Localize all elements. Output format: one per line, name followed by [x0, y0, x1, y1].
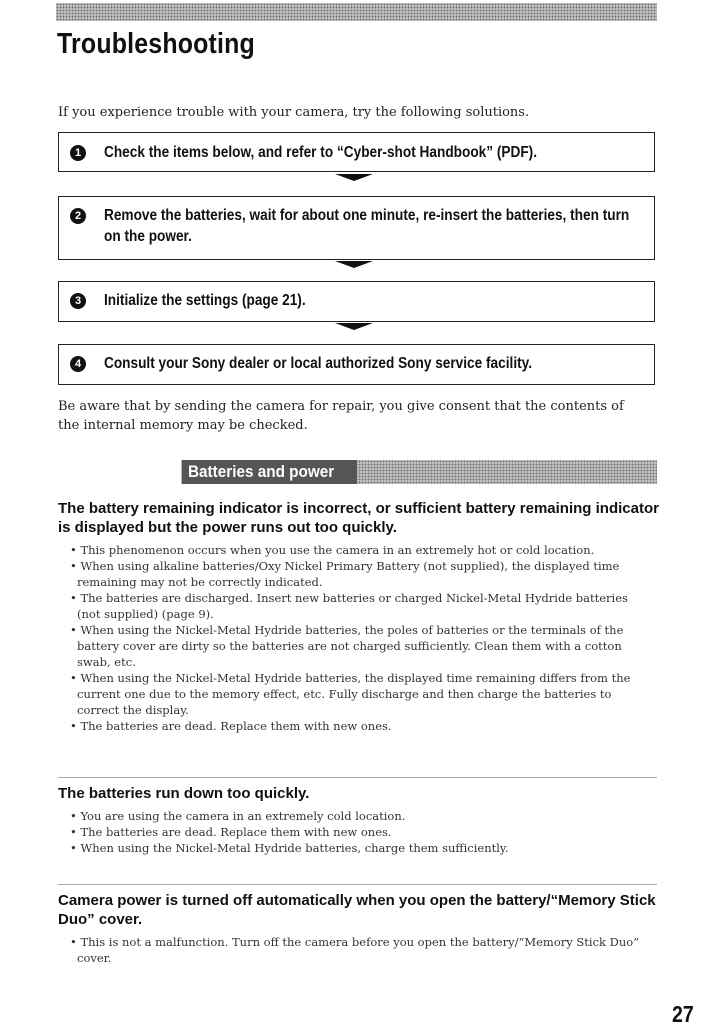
- step-box-3: [58, 281, 655, 322]
- list-item: • When using alkaline batteries/Oxy Nickel Primary Battery (not supplied), the displayed time remaining may not be correctly indicated.: [69, 558, 654, 590]
- list-item: • You are using the camera in an extremely cold location.: [69, 808, 654, 824]
- intro-text: If you experience trouble with your camera, try the following solutions.: [58, 105, 530, 120]
- issue-heading: The batteries run down too quickly.: [58, 785, 310, 802]
- issue-solution-list: [69, 542, 654, 734]
- step-number-badge: 1: [70, 145, 86, 161]
- issue-heading: The battery remaining indicator is incorrect, or sufficient battery remaining indicator is displayed but the power runs out too quickly.: [58, 500, 659, 536]
- page-number: 27: [672, 1001, 694, 1027]
- issue-heading: Camera power is turned off automatically when you open the battery/“Memory Stick Duo” cover.: [58, 892, 656, 928]
- list-item: • The batteries are dead. Replace them with new ones.: [69, 824, 654, 840]
- page-title: Troubleshooting: [57, 28, 255, 60]
- divider: [58, 884, 657, 885]
- list-item: • This is not a malfunction. Turn off the camera before you open the battery/“Memory Stick Duo” cover.: [69, 934, 654, 966]
- section-title: Batteries and power: [182, 460, 357, 484]
- step-box-1: [58, 132, 655, 172]
- down-arrow-icon: [335, 174, 373, 181]
- header-pattern-bar: [56, 3, 657, 21]
- list-item: • This phenomenon occurs when you use the camera in an extremely hot or cold location.: [69, 542, 654, 558]
- repair-note: Be aware that by sending the camera for repair, you give consent that the contents of the internal memory may be checked.: [58, 399, 624, 433]
- step-number-badge: 2: [70, 208, 86, 224]
- step-number-badge: 3: [70, 293, 86, 309]
- step-number-badge: 4: [70, 356, 86, 372]
- down-arrow-icon: [335, 261, 373, 268]
- step-box-4: [58, 344, 655, 385]
- step-text: Remove the batteries, wait for about one minute, re-insert the batteries, then turn on the power.: [104, 207, 630, 245]
- step-box-2: [58, 196, 655, 260]
- list-item: • When using the Nickel-Metal Hydride batteries, charge them sufficiently.: [69, 840, 654, 856]
- divider: [58, 777, 657, 778]
- issue-solution-list: [69, 808, 654, 856]
- list-item: • When using the Nickel-Metal Hydride batteries, the poles of batteries or the terminals of the battery cover are dirty so the batteries are not charged sufficiently. Clean them with a cotton swab, etc.: [69, 622, 654, 670]
- down-arrow-icon: [335, 323, 373, 330]
- list-item: • The batteries are dead. Replace them with new ones.: [69, 718, 654, 734]
- step-text: Consult your Sony dealer or local authorized Sony service facility.: [104, 355, 533, 372]
- step-text: Check the items below, and refer to “Cyber-shot Handbook” (PDF).: [104, 144, 538, 161]
- issue-solution-list: [69, 934, 654, 966]
- list-item: • When using the Nickel-Metal Hydride batteries, the displayed time remaining differs from the current one due to the memory effect, etc. Fully discharge and then charge the batteries to correct the display.: [69, 670, 654, 718]
- step-text: Initialize the settings (page 21).: [104, 292, 306, 309]
- list-item: • The batteries are discharged. Insert new batteries or charged Nickel-Metal Hydride batteries (not supplied) (page 9).: [69, 590, 654, 622]
